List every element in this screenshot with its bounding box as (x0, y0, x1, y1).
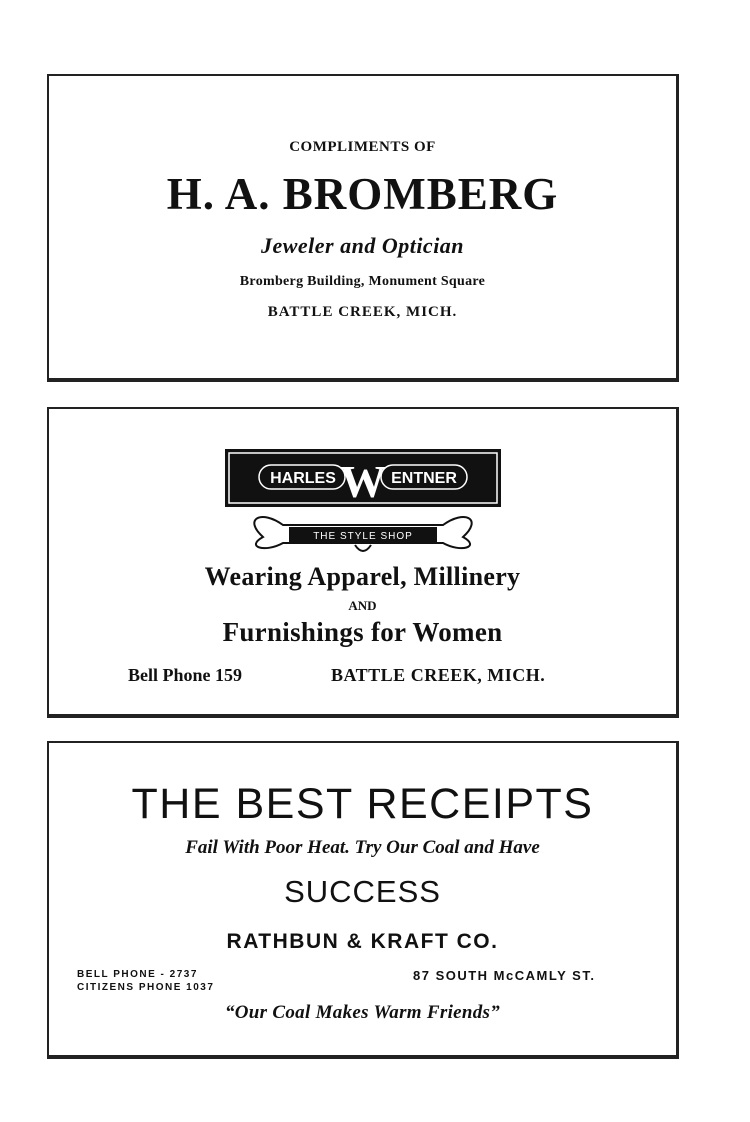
street-address: 87 SOUTH McCAMLY ST. (413, 968, 596, 983)
headline: THE BEST RECEIPTS (131, 780, 594, 828)
subline: Fail With Poor Heat. Try Our Coal and Have (185, 837, 540, 858)
logo-right-text: ENTNER (391, 470, 457, 487)
compliments-line: COMPLIMENTS OF (289, 139, 436, 155)
address-line: Bromberg Building, Monument Square (239, 274, 486, 289)
phone-block (77, 968, 214, 994)
logo-monogram: W (340, 456, 386, 507)
bromberg-ad (47, 74, 679, 382)
style-shop-logo (223, 447, 503, 557)
city-line: BATTLE CREEK, MICH. (267, 304, 458, 320)
trade-line: Jeweler and Optician (260, 233, 465, 258)
rathbun-kraft-ad (47, 741, 679, 1059)
citizens-phone: CITIZENS PHONE 1037 (77, 982, 215, 993)
logo-left-text: HARLES (270, 470, 336, 487)
motto: “Our Coal Makes Warm Friends” (224, 1002, 501, 1023)
logo-banner-text: THE STYLE SHOP (313, 531, 413, 542)
company-name: RATHBUN & KRAFT CO. (226, 930, 499, 953)
wentner-ad (47, 407, 679, 718)
business-name: H. A. BROMBERG (166, 169, 559, 219)
city-line: BATTLE CREEK, MICH. (331, 665, 546, 685)
phone-line: Bell Phone 159 (128, 665, 243, 685)
and-line: AND (348, 598, 377, 613)
apparel-line: Wearing Apparel, Millinery (204, 562, 521, 591)
bell-phone: BELL PHONE - 2737 (77, 969, 198, 980)
success-line: SUCCESS (284, 874, 441, 909)
furnishings-line: Furnishings for Women (222, 617, 503, 647)
